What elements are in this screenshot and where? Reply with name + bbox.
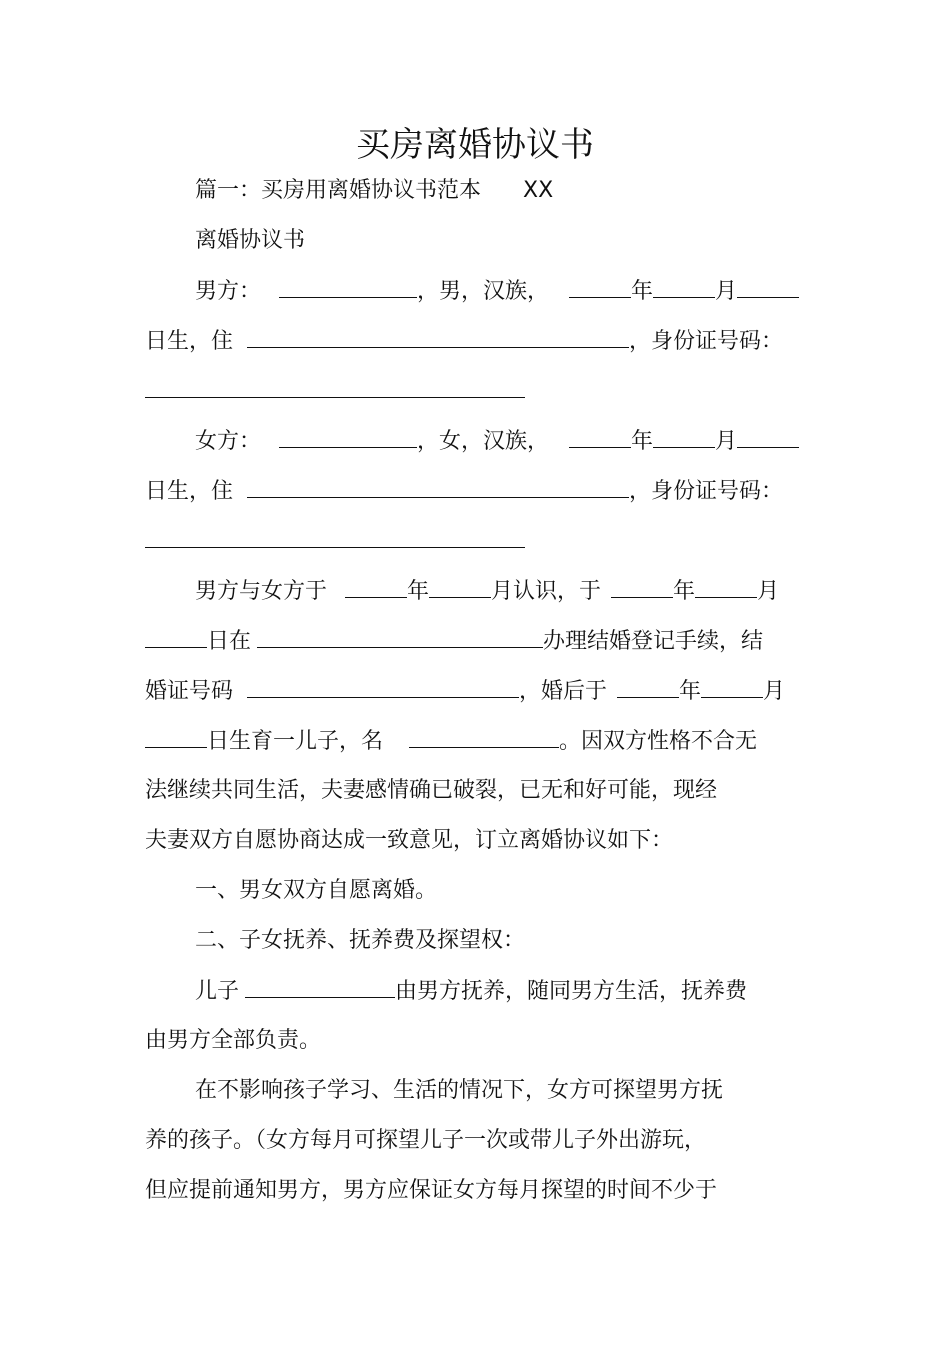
child-birth-month-blank [701, 675, 763, 698]
wife-name-blank [279, 425, 417, 448]
document-title: 买房离婚协议书 [356, 125, 594, 165]
wife-address-blank [247, 475, 629, 498]
wife-born-at: 日生，住 [145, 479, 234, 504]
met-year-blank [345, 575, 407, 598]
wife-birth-month-blank [653, 425, 715, 448]
clause-2: 二、子女抚养、抚养费及探望权： [195, 928, 526, 953]
custody-text: 由男方抚养，随同男方生活，抚养费 [395, 979, 748, 1004]
custody-line-1 [195, 975, 747, 1008]
registered-month-blank [695, 575, 757, 598]
registered-year-label: 年 [673, 579, 696, 604]
marriage-line-6: 夫妻双方自愿协商达成一致意见，订立离婚协议如下： [145, 828, 674, 853]
visitation-line-3: 但应提前通知男方，男方应保证女方每月探望的时间不少于 [145, 1178, 718, 1203]
marriage-line-4 [145, 725, 757, 758]
wife-id-label: ，身份证号码： [629, 479, 784, 504]
registration-text: 办理结婚登记手续，结 [543, 629, 764, 654]
wife-label: 女方： [195, 429, 262, 454]
subtitle-year: XX [523, 178, 554, 203]
clause-1: 一、男女双方自愿离婚。 [195, 878, 438, 903]
child-birth-day-blank [145, 725, 207, 748]
wife-birth-year-blank [569, 425, 631, 448]
son-label: 儿子 [195, 979, 240, 1004]
met-year-label: 年 [407, 579, 430, 604]
certificate-number-label: 婚证号码 [145, 679, 234, 704]
husband-address-blank [247, 325, 629, 348]
husband-year-label: 年 [631, 279, 654, 304]
son-name-blank [245, 975, 395, 998]
child-birth-month-label: 月 [763, 679, 786, 704]
husband-birth-month-blank [653, 275, 715, 298]
registered-month-label: 月 [757, 579, 780, 604]
husband-month-label: 月 [715, 279, 738, 304]
husband-line-2 [145, 325, 783, 358]
subtitle-text: 篇一：买房用离婚协议书范本 [195, 178, 482, 203]
child-name-blank [409, 725, 559, 748]
husband-gender-ethnicity: ，男，汉族， [417, 279, 550, 304]
certificate-number-blank [247, 675, 519, 698]
reason-text: 。因双方性格不合无 [559, 729, 758, 754]
husband-birth-day-blank [737, 275, 799, 298]
child-birth-year-label: 年 [679, 679, 702, 704]
registered-year-blank [611, 575, 673, 598]
after-marriage-label: ，婚后于 [519, 679, 608, 704]
husband-birth-year-blank [569, 275, 631, 298]
marriage-line-1 [195, 575, 779, 608]
registered-at-label: 日在 [207, 629, 252, 654]
husband-label: 男方： [195, 279, 262, 304]
child-birth-year-blank [617, 675, 679, 698]
wife-year-label: 年 [631, 429, 654, 454]
custody-line-2: 由男方全部负责。 [145, 1028, 322, 1053]
wife-birth-day-blank [737, 425, 799, 448]
husband-name-blank [279, 275, 417, 298]
husband-line-1 [195, 275, 799, 308]
husband-id-blank [145, 375, 525, 398]
wife-line-2 [145, 475, 783, 508]
husband-born-at: 日生，住 [145, 329, 234, 354]
marriage-line-2 [145, 625, 763, 658]
husband-id-label: ，身份证号码： [629, 329, 784, 354]
marriage-met-label: 男方与女方于 [195, 579, 328, 604]
husband-line-3 [145, 375, 525, 408]
subtitle-line [195, 175, 553, 207]
met-month-label: 月认识，于 [491, 579, 602, 604]
child-birth-label: 日生育一儿子，名 [207, 729, 384, 754]
marriage-line-5: 法继续共同生活，夫妻感情确已破裂，已无和好可能，现经 [145, 778, 718, 803]
visitation-line-2: 养的孩子。（女方每月可探望儿子一次或带儿子外出游玩， [145, 1128, 707, 1153]
wife-id-blank [145, 525, 525, 548]
wife-line-3 [145, 525, 525, 558]
wife-line-1 [195, 425, 799, 458]
registered-day-blank [145, 625, 207, 648]
wife-gender-ethnicity: ，女，汉族， [417, 429, 550, 454]
marriage-line-3 [145, 675, 785, 708]
registration-office-blank [257, 625, 543, 648]
heading-line: 离婚协议书 [195, 228, 306, 253]
wife-month-label: 月 [715, 429, 738, 454]
met-month-blank [429, 575, 491, 598]
visitation-line-1: 在不影响孩子学习、生活的情况下，女方可探望男方抚 [195, 1078, 724, 1103]
